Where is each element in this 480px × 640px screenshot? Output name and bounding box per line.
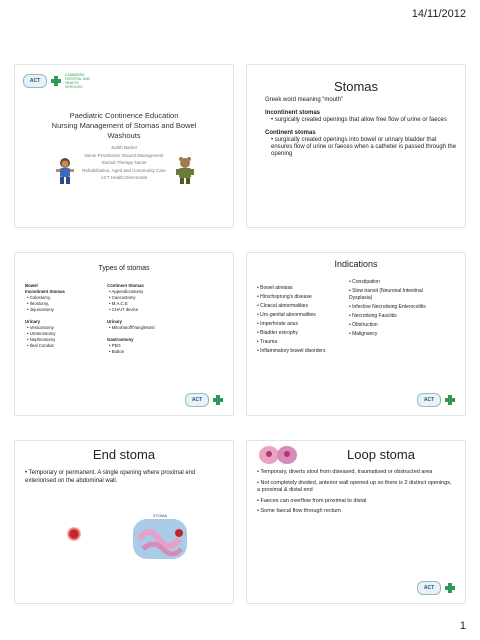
act-health-logo: ACT	[23, 74, 47, 88]
list-item: • Uro-genital abnormalities	[257, 312, 349, 319]
list-item: • Hirschsprung’s disease	[257, 294, 349, 301]
slide-2-stomas	[246, 64, 466, 228]
canberra-hospital-logo	[445, 395, 455, 405]
act-health-logo: ACT	[417, 581, 441, 595]
indications-columns	[257, 279, 429, 357]
list-item: • Cloacal abnormalities	[257, 303, 349, 310]
canberra-hospital-logo	[213, 395, 223, 405]
list-item: • Not completely divided, anterior wall opened up so there is 2 distinct openings, a proximal & distal end	[257, 480, 455, 495]
slide-title: Types of stomas	[98, 265, 150, 272]
ragdoll-toy-icon	[55, 157, 75, 185]
footer-logos	[417, 581, 455, 595]
list-item: • Obstruction	[349, 322, 429, 329]
footer-logos	[417, 393, 455, 407]
list-item: • PEG	[109, 343, 189, 349]
list-item: • Mitrofanoff/Yang/Monti	[109, 325, 189, 331]
author-role-2: Stomal Therapy Nurse	[101, 160, 147, 165]
army-bear-toy-icon	[175, 157, 195, 185]
incontinent-list	[265, 117, 459, 124]
list-item: • M.A.C.E	[109, 301, 189, 307]
list-item: • Inflammatory bowel disorders	[257, 348, 349, 355]
presentation-title-line-3: Washouts	[107, 131, 141, 140]
list-item: • Constipation	[349, 279, 429, 286]
list-item: • Ileal Conduit	[27, 343, 107, 349]
list-item: • Bladder extrophy	[257, 330, 349, 337]
indications-list-2	[349, 279, 429, 357]
incontinent-heading: Incontinent Stomas	[25, 289, 65, 294]
canberra-hospital-logo	[51, 76, 61, 86]
list-item: • Some faecal flow through rectum	[257, 508, 455, 516]
list-item: • Nephrostomy	[27, 337, 107, 343]
urinary-heading: Urinary	[25, 319, 41, 324]
canberra-hospital-logo-text: CANBERRA HOSPITAL AND HEALTH SERVICES	[65, 73, 91, 89]
list-item: • surgically created openings into bowel or urinary bladder that ensures flow of urine or faeces when a catheter is passed through the opening	[271, 137, 459, 158]
end-stoma-list	[25, 469, 215, 485]
continent-bowel-list	[107, 289, 189, 313]
types-columns	[25, 283, 189, 355]
slide-body	[265, 97, 459, 158]
act-health-logo: ACT	[417, 393, 441, 407]
continent-heading: Continent stomas	[265, 130, 316, 136]
slide-6-loop-stoma	[246, 440, 466, 604]
canberra-hospital-logo	[445, 583, 455, 593]
list-item: • Imperforate anus	[257, 321, 349, 328]
slide-5-end-stoma	[14, 440, 234, 604]
incontinent-heading: Incontinent stomas	[265, 110, 321, 116]
list-item: • Ileostomy,	[27, 301, 107, 307]
act-health-logo: ACT	[185, 393, 209, 407]
bowel-heading: Bowel	[25, 283, 38, 288]
stoma-photo-icon	[67, 527, 81, 541]
list-item: • Ureterostomy	[27, 331, 107, 337]
list-item: • Temporary, diverts stool from diseased, traumatised or obstructed area	[257, 469, 455, 477]
slide-1-title	[14, 64, 234, 228]
gastrostomy-heading: Gastrostomy	[107, 337, 134, 342]
slide-title: Indications	[334, 259, 378, 269]
list-item: • Slow transit (Neuronal Intestinal Dysplasia)	[349, 288, 429, 302]
page-number: 1	[459, 620, 466, 632]
list-item: • Trauma	[257, 339, 349, 346]
continent-list	[265, 137, 459, 158]
footer-logos	[185, 393, 223, 407]
slide-3-types-of-stomas	[14, 252, 234, 416]
list-item: • Infective Necrotising Enterocolitis	[349, 304, 429, 311]
list-item: • Vesicostomy	[27, 325, 107, 331]
author-role-1: Nurse Practitioner Wound Management	[84, 152, 164, 158]
list-item: • Necrotising Fasciitis	[349, 313, 429, 320]
continent-column	[107, 283, 189, 355]
presentation-title-line-1: Paediatric Continence Education	[69, 111, 179, 120]
slide-4-indications	[246, 252, 466, 416]
indications-list-1	[257, 285, 349, 357]
list-item: • Temporary or permanent. A single opening where proximal end exteriorised on the abdominal wall.	[25, 469, 215, 485]
slide-body	[25, 469, 215, 488]
list-item: • surgically created openings that allow free flow of urine or faeces	[271, 117, 459, 124]
incontinent-bowel-list	[25, 295, 107, 313]
list-item: • Bowel atresias	[257, 285, 349, 292]
title-block	[15, 111, 233, 181]
header-logos	[23, 73, 91, 89]
incontinent-column	[25, 283, 107, 355]
presentation-title-line-2: Nursing Management of Stomas and Bowel	[51, 121, 197, 130]
author-name: Judith Barker	[110, 145, 138, 150]
slide-title: Loop stoma	[347, 447, 415, 462]
author-organisation: ACT Health Directorate	[100, 175, 148, 180]
continent-heading: Continent Stomas	[107, 283, 144, 288]
list-item: • Button	[109, 349, 189, 355]
list-item: • CHAIT device	[109, 307, 189, 313]
urinary-heading: Urinary	[107, 319, 123, 324]
incontinent-urinary-list	[25, 325, 107, 349]
loop-stoma-list	[257, 469, 455, 516]
slide-title: Stomas	[333, 79, 379, 94]
list-item: • Faeces can overflow from proximal to distal	[257, 498, 455, 506]
list-item: • Malignancy	[349, 331, 429, 338]
diagram-label: STOMA	[152, 513, 168, 518]
list-item: • Jejunostomy	[27, 307, 107, 313]
gastrostomy-list	[107, 343, 189, 355]
slide-body	[257, 469, 455, 519]
end-stoma-diagram	[125, 509, 195, 565]
list-item: • Caecostomy	[109, 295, 189, 301]
slide-title: End stoma	[92, 447, 156, 462]
author-department: Rehabilitation, Aged and Community Care	[82, 167, 166, 173]
intro-text: Greek word meaning “mouth”	[265, 97, 344, 103]
list-item: • Appendicostomy	[109, 289, 189, 295]
print-date: 14/11/2012	[411, 8, 466, 20]
list-item: • Colostomy,	[27, 295, 107, 301]
